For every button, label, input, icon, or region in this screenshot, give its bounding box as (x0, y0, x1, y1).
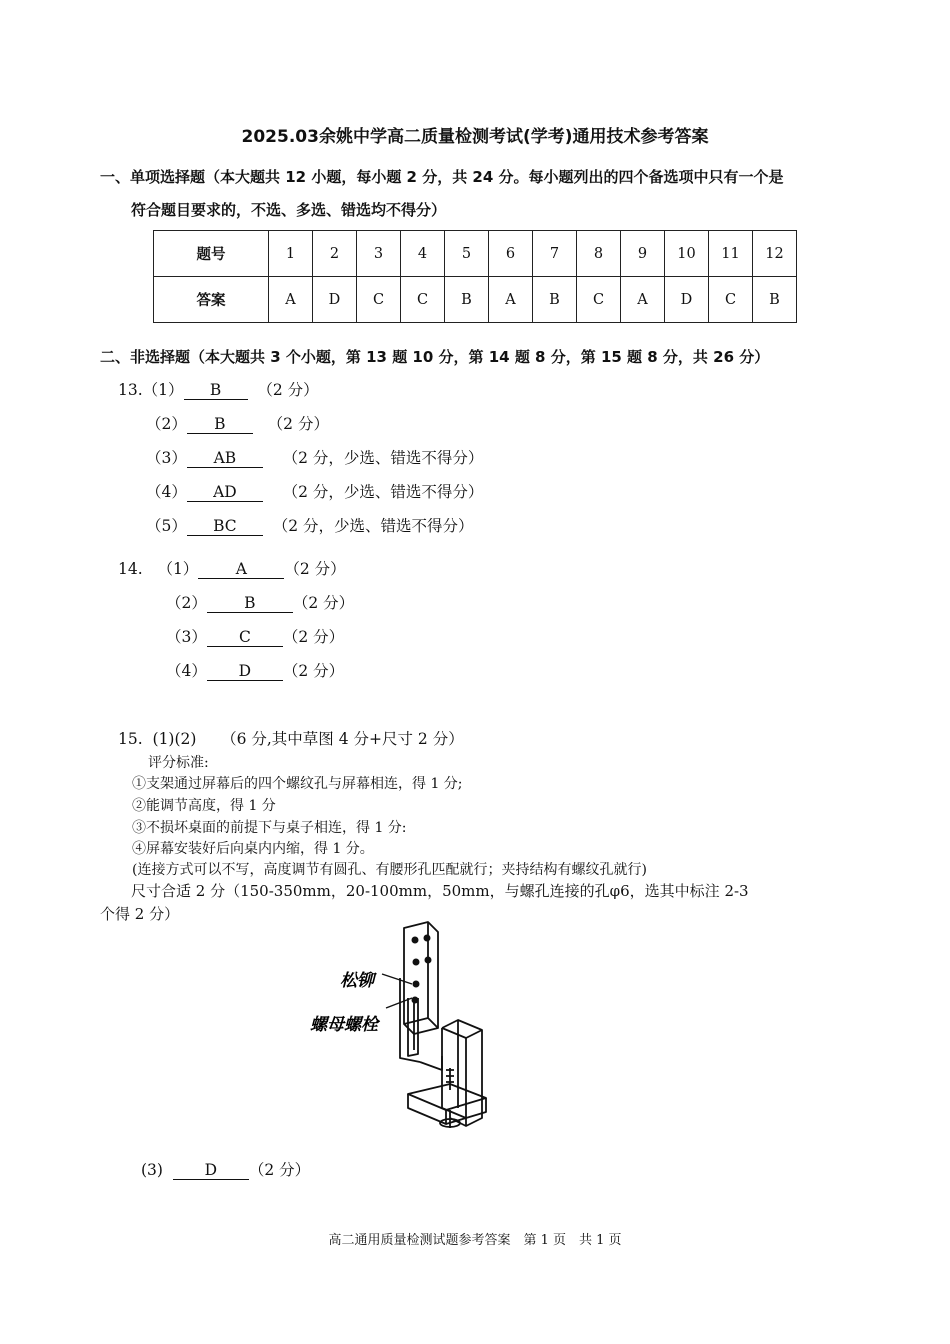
question-number: 10 (665, 231, 709, 277)
q15-part3 (141, 1158, 310, 1180)
criteria-title: 评分标准: (148, 755, 209, 771)
answer-table (153, 230, 797, 323)
item-label: （2） (146, 415, 187, 433)
question-number: 11 (709, 231, 753, 277)
q14-item-1 (118, 557, 346, 579)
answer-cell: B (533, 277, 577, 323)
item-label: （1） (142, 381, 184, 399)
question-number: 2 (313, 231, 357, 277)
q15-score: （6 分,其中草图 4 分+尺寸 2 分） (221, 730, 464, 748)
answer-blank: AB (187, 449, 263, 468)
q13-item-3 (146, 446, 483, 468)
question-number: 6 (489, 231, 533, 277)
q15-number: 15. (118, 730, 143, 748)
question-number: 5 (445, 231, 489, 277)
item-label: （4） (146, 483, 187, 501)
item-score: （2 分） (292, 594, 355, 612)
answer-cell: C (401, 277, 445, 323)
answer-cell: D (665, 277, 709, 323)
answer-blank: AD (187, 483, 263, 502)
q14-number: 14. (118, 560, 143, 578)
answer-blank: BC (187, 517, 263, 536)
question-number: 7 (533, 231, 577, 277)
item-score: （2 分） (282, 628, 345, 646)
item-label: （5） (146, 517, 187, 535)
criteria-item: ②能调节高度，得 1 分 (132, 798, 276, 814)
answer-blank: C (207, 628, 283, 647)
answer-blank: B (184, 381, 248, 400)
answer-blank: B (207, 594, 293, 613)
question-number: 9 (621, 231, 665, 277)
answer-cell: B (445, 277, 489, 323)
q14-item-2 (166, 591, 354, 613)
item-score: （2 分） (267, 415, 329, 433)
row-label-answer: 答案 (154, 277, 269, 323)
answer-blank: D (207, 662, 283, 681)
item-score: （2 分） (248, 1161, 311, 1179)
answer-cell: A (489, 277, 533, 323)
answer-cell: B (753, 277, 797, 323)
item-score: （2 分） (257, 381, 319, 399)
sketch-label-rivet: 松铆 (340, 971, 374, 991)
section1-intro-line1: 一、单项选择题（本大题共 12 小题，每小题 2 分，共 24 分。每小题列出的四个备选项中只有一个是 (100, 168, 784, 186)
answer-blank: B (187, 415, 253, 434)
item-label: （1） (157, 560, 199, 578)
bracket-sketch (300, 918, 520, 1138)
question-number: 1 (269, 231, 313, 277)
size-criteria-line2: 个得 2 分） (100, 905, 180, 923)
table-row-answers (154, 277, 797, 323)
item-label: （2） (166, 594, 207, 612)
q13-item-1 (118, 378, 319, 400)
q13-number: 13. (118, 381, 143, 399)
q14-item-4 (166, 659, 344, 681)
answer-cell: D (313, 277, 357, 323)
item-score: （2 分） (284, 560, 346, 578)
criteria-item: ④屏幕安装好后向桌内内缩，得 1 分。 (132, 841, 374, 857)
row-label-number: 题号 (154, 231, 269, 277)
item-label: （4） (166, 662, 207, 680)
question-number: 4 (401, 231, 445, 277)
answer-cell: C (357, 277, 401, 323)
answer-cell: C (577, 277, 621, 323)
sketch-label-bolt: 螺母螺栓 (310, 1015, 378, 1035)
item-label: （3） (146, 449, 187, 467)
answer-cell: A (621, 277, 665, 323)
item-label: （3） (166, 628, 207, 646)
page-title: 2025.03余姚中学高二质量检测考试(学考)通用技术参考答案 (241, 127, 709, 147)
q13-item-2 (146, 412, 329, 434)
table-row-numbers (154, 231, 797, 277)
item-score: （2 分，少选、错选不得分） (282, 483, 484, 501)
criteria-item: ①支架通过屏幕后的四个螺纹孔与屏幕相连，得 1 分; (132, 776, 463, 792)
question-number: 12 (753, 231, 797, 277)
item-score: （2 分，少选、错选不得分） (282, 449, 484, 467)
q15-parts: (1)(2) (152, 730, 197, 748)
q13-item-5 (146, 514, 474, 536)
q14-item-3 (166, 625, 344, 647)
section2-heading: 二、非选择题（本大题共 3 个小题，第 13 题 10 分，第 14 题 8 分，第 15 题 8 分，共 26 分） (100, 348, 770, 366)
criteria-note: (连接方式可以不写，高度调节有圆孔、有腰形孔匹配就行；夹持结构有螺纹孔就行) (132, 862, 647, 878)
answer-blank: A (198, 560, 284, 579)
question-number: 8 (577, 231, 621, 277)
answer-blank: D (173, 1161, 249, 1180)
section1-intro-line2: 符合题目要求的，不选、多选、错选均不得分） (131, 201, 447, 219)
item-score: （2 分，少选、错选不得分） (272, 517, 474, 535)
q13-item-4 (146, 480, 483, 502)
item-label: (3) (141, 1161, 163, 1179)
size-criteria-line1: 尺寸合适 2 分（150-350mm，20-100mm，50mm，与螺孔连接的孔φ6，选其中标注 2-3 (131, 882, 749, 900)
q15-heading (118, 727, 464, 749)
answer-cell: C (709, 277, 753, 323)
answer-cell: A (269, 277, 313, 323)
criteria-item: ③不损坏桌面的前提下与桌子相连，得 1 分: (132, 820, 407, 836)
page-footer: 高二通用质量检测试题参考答案 第 1 页 共 1 页 (328, 1233, 622, 1248)
item-score: （2 分） (282, 662, 345, 680)
question-number: 3 (357, 231, 401, 277)
